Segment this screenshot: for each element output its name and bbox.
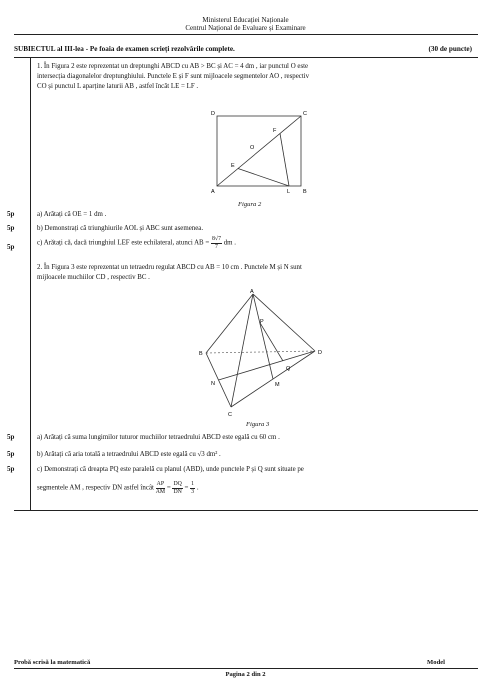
segment-dn (219, 351, 316, 380)
fig3-label-q: Q (286, 366, 291, 372)
fig3-label-c: C (228, 412, 232, 418)
header-rule (14, 34, 478, 35)
edge-bd-hidden (206, 351, 315, 353)
figure3-tetrahedron-diagram (190, 286, 330, 421)
p1a-points: 5p (7, 210, 15, 218)
fig2-label-e: E (231, 163, 235, 169)
problem1-line2: intersecția diagonalelor dreptunghiului. Punctele E și F sunt mijloacele segmentelor AO , respectiv (37, 73, 310, 80)
p2c-line2 (37, 481, 477, 495)
p2c-line2-after: . (196, 484, 199, 492)
p2c-frac3-den: 3 (191, 488, 195, 495)
footer-right: Model (427, 659, 445, 666)
center-header: Centrul Național de Evaluare și Examinare (185, 24, 306, 32)
p1c-text (37, 236, 236, 250)
footer-left: Probă scrisă la matematică (14, 659, 91, 666)
figure2-rectangle-diagram (200, 104, 320, 199)
p1c-points: 5p (7, 243, 15, 251)
p1c-text-after: dm . (223, 239, 236, 247)
p2c-frac3-num: 1 (191, 481, 195, 487)
segment-pq (260, 322, 283, 360)
p2a-text: a) Arătați că suma lungimilor tuturor muchiilor tetraedrului ABCD este egală cu 60 cm . (37, 434, 280, 441)
segment-le (238, 169, 289, 187)
footer-rule (14, 668, 478, 669)
fig2-label-d: D (211, 111, 215, 117)
p1b-points: 5p (7, 224, 15, 232)
p1a-text: a) Arătați că OE = 1 dm . (37, 211, 107, 218)
fig2-label-o: O (250, 145, 255, 151)
problem2-line2: mijloacele muchiilor CD , respectiv BC . (37, 274, 150, 281)
fig3-label-b: B (199, 351, 203, 357)
fig2-label-l: L (287, 189, 291, 195)
p2c-frac1-den: AM (155, 488, 166, 495)
fig3-label-a: A (250, 289, 254, 295)
p2c-frac2 (172, 481, 182, 495)
p1c-frac-num: 8√7 (212, 236, 221, 242)
problem2-line1: 2. În Figura 3 este reprezentat un tetraedru regulat ABCD cu AB = 10 cm . Punctele M și N sunt (37, 264, 302, 271)
p2b-points: 5p (7, 450, 15, 458)
fig3-label-p: P (260, 319, 264, 325)
subject-title-text: SUBIECTUL al III-lea - Pe foaia de examen scrieți rezolvările complete. (14, 45, 235, 53)
p2c-frac2-den: DN (173, 488, 182, 495)
edge-ab (206, 294, 253, 353)
fig3-label-m: M (275, 382, 280, 388)
p2c-points: 5p (7, 465, 15, 473)
problem1-line1: 1. În Figura 2 este reprezentat un dreptunghi ABCD cu AB > BC și AC = 4 dm , iar punctul O este (37, 63, 309, 70)
fig2-label-a: A (211, 189, 215, 195)
problem1-statement (37, 62, 477, 92)
p1c-text-before: c) Arătați că, dacă triunghiul LEF este echilateral, atunci AB = (37, 239, 210, 247)
figure3-caption: Figura 3 (246, 421, 270, 428)
fig3-label-n: N (211, 381, 215, 387)
title-rule (14, 57, 478, 58)
p2b-text: b) Arătați că aria totală a tetraedrului ABCD este egală cu √3 dm² . (37, 451, 221, 458)
edge-ac (231, 294, 253, 407)
p2c-eq1: = (166, 484, 171, 492)
fig2-label-b: B (303, 189, 307, 195)
p2c-line1: c) Demonstrați că dreapta PQ este paralelă cu planul (ABD), unde punctele P și Q sunt situate pe (37, 466, 304, 473)
p2c-text (37, 465, 477, 495)
p2a-points: 5p (7, 433, 15, 441)
p1c-frac-den: 7 (215, 243, 218, 250)
p1b-text: b) Demonstrați că triunghiurile AOL și ABC sunt asemenea. (37, 225, 204, 232)
ministry-header: Ministerul Educației Naționale (202, 16, 289, 24)
problem1-line3: CO și punctul L aparține laturii AB , astfel încât LE = LF . (37, 83, 199, 90)
problem2-statement (37, 263, 477, 283)
fig3-label-d: D (318, 350, 322, 356)
segment-lf (280, 134, 289, 187)
p2c-line2-before: segmentele AM , respectiv DN astfel încât (37, 484, 154, 492)
p2c-frac1-num: AP (156, 481, 165, 487)
p2c-frac2-num: DQ (173, 481, 182, 487)
subject-title (14, 45, 478, 53)
figure2-caption: Figura 2 (238, 201, 262, 208)
p1c-fraction (211, 236, 222, 250)
margin-line (30, 57, 31, 510)
footer-page: Pagina 2 din 2 (225, 671, 266, 678)
p2c-eq2: = (184, 484, 189, 492)
fig2-label-f: F (273, 128, 277, 134)
bottom-rule (14, 510, 478, 511)
p2c-frac3 (190, 481, 195, 495)
subject-points: (30 de puncte) (428, 45, 472, 53)
p2c-frac1 (156, 481, 165, 495)
fig2-label-c: C (303, 111, 307, 117)
